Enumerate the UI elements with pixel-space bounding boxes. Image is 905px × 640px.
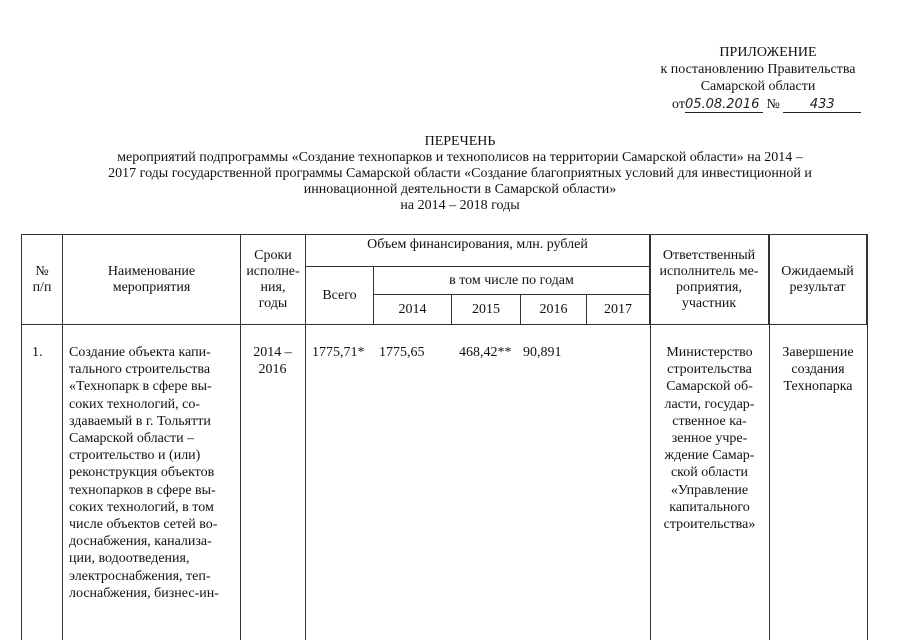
row-1-num: 1. [32, 345, 43, 360]
executor-line: строительства» [663, 517, 756, 533]
name-line: Создание объекта капи- [69, 345, 211, 360]
document-title-line-2: 2017 годы государственной программы Самарской области «Создание благоприятных условий для инвестиционной и [108, 166, 812, 181]
name-line: Самарской области – [69, 431, 195, 447]
name-line: «Технопарк в сфере вы- [69, 379, 212, 395]
document-title-block [40, 134, 880, 214]
header-num-line-1: № [35, 263, 49, 279]
executor-line: ственное ка- [672, 413, 747, 429]
header-financing: Объем финансирования, млн. рублей [306, 235, 650, 267]
document-title-line-3: инновационной деятельности в Самарской области» [303, 182, 617, 197]
row-1-name [69, 344, 239, 602]
row-1-result [769, 344, 867, 396]
result-line: Технопарка [783, 379, 853, 395]
header-by-years: в том числе по годам [374, 267, 650, 295]
name-line: тального строительства [69, 362, 211, 378]
table-divider [305, 234, 306, 640]
executor-line: капитального [669, 499, 750, 515]
document-title-line-4: на 2014 – 2018 годы [400, 198, 520, 213]
document-title-line-1: мероприятий подпрограммы «Создание технопарков и технополисов на территории Самарской области» на 2014 – [117, 150, 803, 165]
name-line: строительство и (или) [69, 448, 201, 464]
header-period [241, 235, 306, 325]
header-year-2016: 2016 [521, 295, 587, 325]
executor-line: Министерство [666, 345, 753, 360]
executor-line: ской области [670, 465, 749, 481]
result-line: Завершение [782, 345, 854, 360]
appendix-block [638, 44, 878, 95]
name-line: соких технологий, в том [69, 499, 214, 515]
header-period-line-1: Сроки [254, 247, 292, 263]
header-result-line-1: Ожидаемый [781, 263, 854, 279]
row-1-2015: 468,42** [459, 345, 512, 360]
row-1-total: 1775,71* [312, 345, 365, 360]
name-line: лоснабжения, бизнес-ин- [69, 585, 219, 601]
row-1-executor [650, 344, 769, 533]
header-executor-line-1: Ответственный [662, 247, 756, 263]
executor-line: Самарской об- [666, 379, 753, 395]
header-name-line-1: Наименование [107, 263, 196, 279]
header-executor-line-3: роприятия, [676, 279, 742, 295]
appendix-line-2: к постановлению Правительства [660, 62, 856, 77]
name-line: технопарков в сфере вы- [69, 482, 216, 498]
executor-line: зенное учре- [671, 431, 748, 447]
header-period-line-3: ния, [260, 279, 286, 295]
header-name-line-2: мероприятия [112, 279, 191, 295]
result-line: создания [791, 362, 845, 378]
period-line: 2016 [258, 362, 287, 378]
header-num-line-2: п/п [32, 279, 52, 295]
header-executor-line-4: участник [681, 295, 737, 311]
document-heading: ПЕРЕЧЕНЬ [424, 134, 496, 149]
row-1-2014: 1775,65 [379, 345, 425, 360]
appendix-line-3: Самарской области [700, 79, 816, 94]
table-divider [240, 234, 241, 640]
name-line: электроснабжения, теп- [69, 568, 211, 584]
header-period-line-4: годы [258, 295, 288, 311]
name-line: здаваемый в г. Тольятти [69, 413, 211, 429]
table-divider [62, 234, 63, 640]
header-period-line-2: исполне- [246, 263, 300, 279]
appendix-title: ПРИЛОЖЕНИЕ [719, 45, 817, 60]
header-executor [650, 235, 769, 325]
header-year-2015: 2015 [452, 295, 521, 325]
executor-line: строительства [667, 362, 752, 378]
header-num [22, 235, 63, 325]
executor-line: «Управление [670, 482, 749, 498]
header-name [63, 235, 241, 325]
row-1-2016: 90,891 [523, 345, 562, 360]
number-prefix: № [766, 97, 780, 112]
header-year-2014: 2014 [374, 295, 452, 325]
period-line: 2014 – [253, 345, 292, 360]
row-1-period [240, 344, 305, 378]
activities-table-header [21, 234, 867, 325]
header-executor-line-2: исполнитель ме- [659, 263, 759, 279]
date-prefix: от [672, 97, 685, 112]
executor-line: ласти, государ- [664, 396, 755, 412]
header-result [769, 235, 867, 325]
handwritten-date: 05.08.2016 [685, 98, 763, 113]
name-line: реконструкция объектов [69, 465, 215, 481]
table-divider [769, 234, 770, 640]
name-line: доснабжения, канализа- [69, 534, 212, 550]
name-line: числе объектов сетей во- [69, 517, 218, 533]
table-border-right [867, 234, 868, 640]
header-result-line-2: результат [789, 279, 846, 295]
name-line: ции, водоотведения, [69, 551, 190, 567]
appendix-date-line [672, 97, 861, 113]
handwritten-number: 433 [783, 98, 861, 113]
table-border-left [21, 234, 22, 640]
header-year-2017: 2017 [587, 295, 650, 325]
header-total: Всего [306, 267, 374, 325]
name-line: соких технологий, со- [69, 396, 201, 412]
executor-line: ждение Самар- [664, 448, 755, 464]
